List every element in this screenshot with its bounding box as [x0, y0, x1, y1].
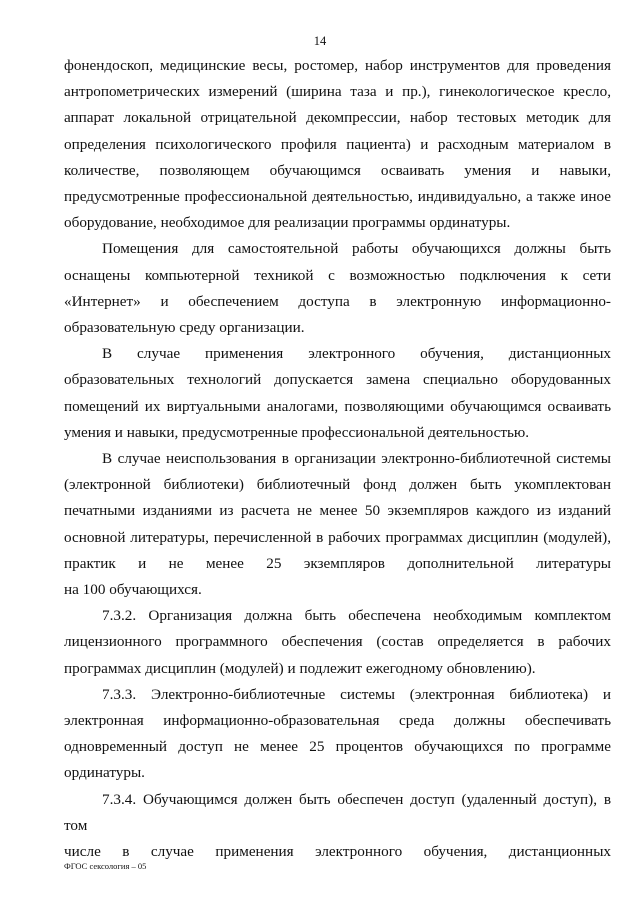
- text-line: оснащены компьютерной техникой с возможностью подключения к сети: [64, 266, 611, 284]
- text-line: лицензионного программного обеспечения (состав определяется в рабочих: [64, 633, 611, 651]
- document-body: [64, 53, 611, 865]
- text-line: В случае применения электронного обучения, дистанционных: [102, 345, 611, 363]
- text-line: «Интернет» и обеспечением доступа в электронную информационно-: [64, 292, 611, 310]
- page-number: 14: [313, 34, 327, 48]
- text-line: числе в случае применения электронного обучения, дистанционных: [64, 843, 611, 861]
- paragraph-7-3-2: [64, 603, 611, 682]
- text-line: электронная информационно-образовательная среда должны обеспечивать: [64, 712, 611, 730]
- text-line: ординатуры.: [64, 764, 145, 782]
- text-line: основной литературы, перечисленной в рабочих программах дисциплин (модулей),: [64, 528, 611, 546]
- text-line: практик и не менее 25 экземпляров дополнительной литературы: [64, 554, 611, 572]
- paragraph-self-study-rooms: [64, 236, 611, 341]
- text-line: одновременный доступ не менее 25 процентов обучающихся по программе: [64, 738, 611, 756]
- paragraph-library-fund: [64, 446, 611, 603]
- text-line: предусмотренные профессиональной деятельностью, индивидуально, а также иное: [64, 188, 611, 206]
- text-line: образовательную среду организации.: [64, 319, 305, 337]
- footer-document-code: ФГОС сексология – 05: [64, 861, 147, 871]
- text-line: 7.3.3. Электронно-библиотечные системы (электронная библиотека) и: [102, 685, 611, 703]
- text-line: фонендоскоп, медицинские весы, ростомер, набор инструментов для проведения: [64, 57, 611, 74]
- text-line: помещений их виртуальными аналогами, позволяющими обучающимся осваивать: [64, 397, 611, 415]
- paragraph-e-learning: [64, 341, 611, 446]
- paragraph-7-3-3: [64, 682, 611, 787]
- text-line: образовательных технологий допускается замена специально оборудованных: [64, 371, 611, 389]
- text-line: определения психологического профиля пациента) и расходным материалом в: [64, 135, 611, 153]
- text-line: оборудование, необходимое для реализации программы ординатуры.: [64, 214, 511, 232]
- text-line: на 100 обучающихся.: [64, 581, 202, 599]
- text-line: 7.3.2. Организация должна быть обеспечена необходимым комплектом: [102, 607, 611, 625]
- text-line: антропометрических измерений (ширина таза и пр.), гинекологическое кресло,: [64, 83, 611, 101]
- text-line: Помещения для самостоятельной работы обучающихся должны быть: [102, 240, 611, 258]
- paragraph-7-3-4: [64, 787, 611, 866]
- text-line: В случае неиспользования в организации электронно-библиотечной системы: [102, 450, 611, 468]
- text-line: аппарат локальной отрицательной декомпрессии, набор тестовых методик для: [64, 109, 611, 127]
- text-line: программах дисциплин (модулей) и подлежит ежегодному обновлению).: [64, 659, 536, 677]
- text-line: количестве, позволяющем обучающимся осваивать умения и навыки,: [64, 161, 611, 179]
- text-line: 7.3.4. Обучающимся должен быть обеспечен доступ (удаленный доступ), в том: [64, 790, 611, 834]
- text-line: умения и навыки, предусмотренные профессиональной деятельностью.: [64, 423, 530, 441]
- text-line: печатными изданиями из расчета не менее 50 экземпляров каждого из изданий: [64, 502, 611, 520]
- text-line: (электронной библиотеки) библиотечный фонд должен быть укомплектован: [64, 476, 611, 494]
- paragraph-equipment-continuation: [64, 53, 611, 236]
